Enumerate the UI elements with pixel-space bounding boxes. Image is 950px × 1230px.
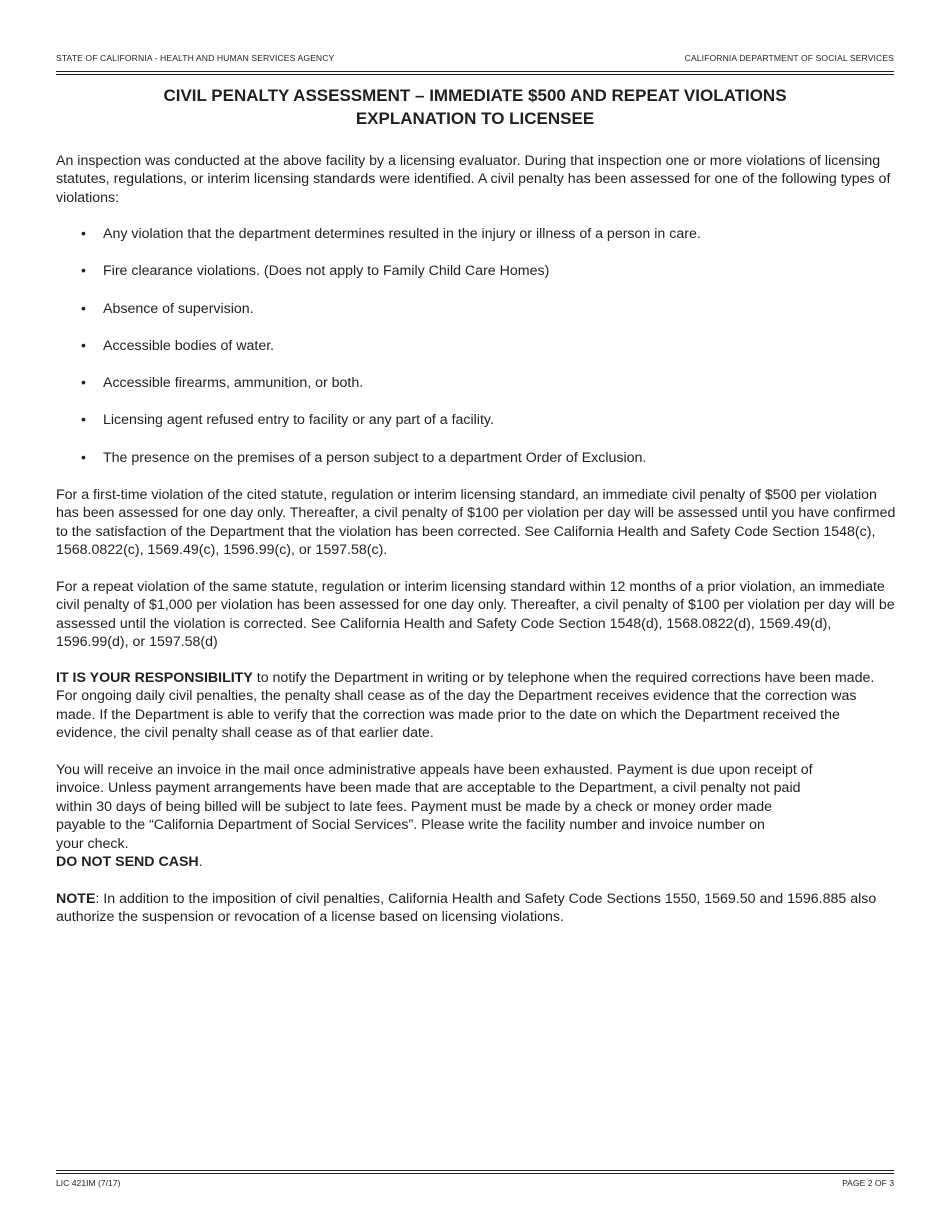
bullet-icon: • xyxy=(81,337,86,354)
header-agency: STATE OF CALIFORNIA - HEALTH AND HUMAN SERVICES AGENCY xyxy=(56,53,335,63)
note-paragraph xyxy=(56,890,896,927)
repeat-violation-text: For a repeat violation of the same statute, regulation or interim licensing standard within 12 months of a prior violation, an immediate civil penalty of $1,000 per violation has been assessed for one day only. Thereafter, a civil penalty of $100 per violation per day will be assessed until the violation is corrected. See California Health and Safety Code Section 1548(d), 1568.0822(d), 1569.49(d), 1596.99(d), or 1597.58(d) xyxy=(56,579,895,651)
title-line-1: CIVIL PENALTY ASSESSMENT – IMMEDIATE $500 AND REPEAT VIOLATIONS xyxy=(163,86,787,105)
responsibility-heading: IT IS YOUR RESPONSIBILITY xyxy=(56,670,253,686)
responsibility-paragraph xyxy=(56,669,896,743)
header-divider xyxy=(56,71,894,75)
do-not-send-cash: DO NOT SEND CASH xyxy=(56,854,199,871)
responsibility-text: to notify the Department in writing or by telephone when the required corrections have been made. For ongoing daily civil penalties, the penalty shall cease as of the day the Department receives evidence that the correction was made. If the Department is able to verify that the correction was made prior to the date on which the Department received the evidence, the civil penalty shall cease as of that earlier date. xyxy=(56,670,875,742)
list-item xyxy=(56,411,894,448)
list-item xyxy=(56,225,894,262)
note-text: : In addition to the imposition of civil penalties, California Health and Safety Code Sections 1550, 1569.50 and 1596.885 also authorize the suspension or revocation of a license based on licensing violations. xyxy=(56,891,877,926)
repeat-violation-paragraph xyxy=(56,578,896,652)
list-item xyxy=(56,300,894,337)
invoice-line-3: within 30 days of being billed will be subject to late fees. Payment must be made by a check or money order made xyxy=(56,798,773,815)
bullet-icon: • xyxy=(81,300,86,317)
list-item-text: Fire clearance violations. (Does not apply to Family Child Care Homes) xyxy=(103,263,550,280)
violation-types-list xyxy=(56,225,894,486)
bullet-icon: • xyxy=(81,375,86,392)
invoice-line-2: invoice. Unless payment arrangements have been made that are acceptable to the Department, a civil penalty not paid xyxy=(56,780,801,797)
list-item-text: Any violation that the department determines resulted in the injury or illness of a person in care. xyxy=(103,226,701,242)
list-item-text: The presence on the premises of a person subject to a department Order of Exclusion. xyxy=(103,449,647,466)
invoice-line-1: You will receive an invoice in the mail once administrative appeals have been exhausted. Payment is due upon receipt of xyxy=(56,762,813,778)
list-item-text: Accessible bodies of water. xyxy=(103,337,275,354)
intro-text: An inspection was conducted at the above facility by a licensing evaluator. During that inspection one or more violations of licensing statutes, regulations, or interim licensing standards were identified. A civil penalty has been assessed for one of the following types of violations: xyxy=(56,153,891,206)
first-violation-text: For a first-time violation of the cited statute, regulation or interim licensing standard, an immediate civil penalty of $500 per violation has been assessed for one day only. Thereafter, a civil penalty of $100 per violation per day will be assessed until you have confirmed to the satisfaction of the Department that the violation has been corrected. See California Health and Safety Code Section 1548(c), 1568.0822(c), 1569.49(c), 1596.99(c), or 1597.58(c). xyxy=(56,487,896,559)
list-item-text: Accessible firearms, ammunition, or both. xyxy=(103,375,364,392)
list-item xyxy=(56,337,894,374)
page-number: PAGE 2 OF 3 xyxy=(842,1178,894,1188)
title-line-2: EXPLANATION TO LICENSEE xyxy=(355,109,595,128)
list-item xyxy=(56,374,894,411)
first-violation-paragraph xyxy=(56,486,896,560)
list-item-text: Absence of supervision. xyxy=(103,300,254,317)
invoice-line-5: your check. xyxy=(56,835,129,852)
footer-divider xyxy=(56,1170,894,1174)
page-header xyxy=(56,53,894,64)
invoice-line-4: payable to the “California Department of Social Services”. Please write the facility number and invoice number on xyxy=(56,817,765,834)
list-item xyxy=(56,262,894,299)
bullet-icon: • xyxy=(81,412,86,429)
form-number: LIC 421IM (7/17) xyxy=(56,1178,121,1188)
invoice-tail: . xyxy=(198,854,203,871)
header-department: CALIFORNIA DEPARTMENT OF SOCIAL SERVICES xyxy=(684,53,894,63)
intro-paragraph xyxy=(56,152,896,207)
bullet-icon: • xyxy=(81,226,86,242)
document-page xyxy=(56,0,894,1230)
bullet-icon: • xyxy=(81,449,86,466)
list-item xyxy=(56,449,894,486)
list-item-text: Licensing agent refused entry to facility or any part of a facility. xyxy=(103,412,494,429)
page-title xyxy=(56,84,894,130)
note-label: NOTE xyxy=(56,891,96,907)
invoice-paragraph xyxy=(56,761,896,871)
bullet-icon: • xyxy=(81,263,86,280)
